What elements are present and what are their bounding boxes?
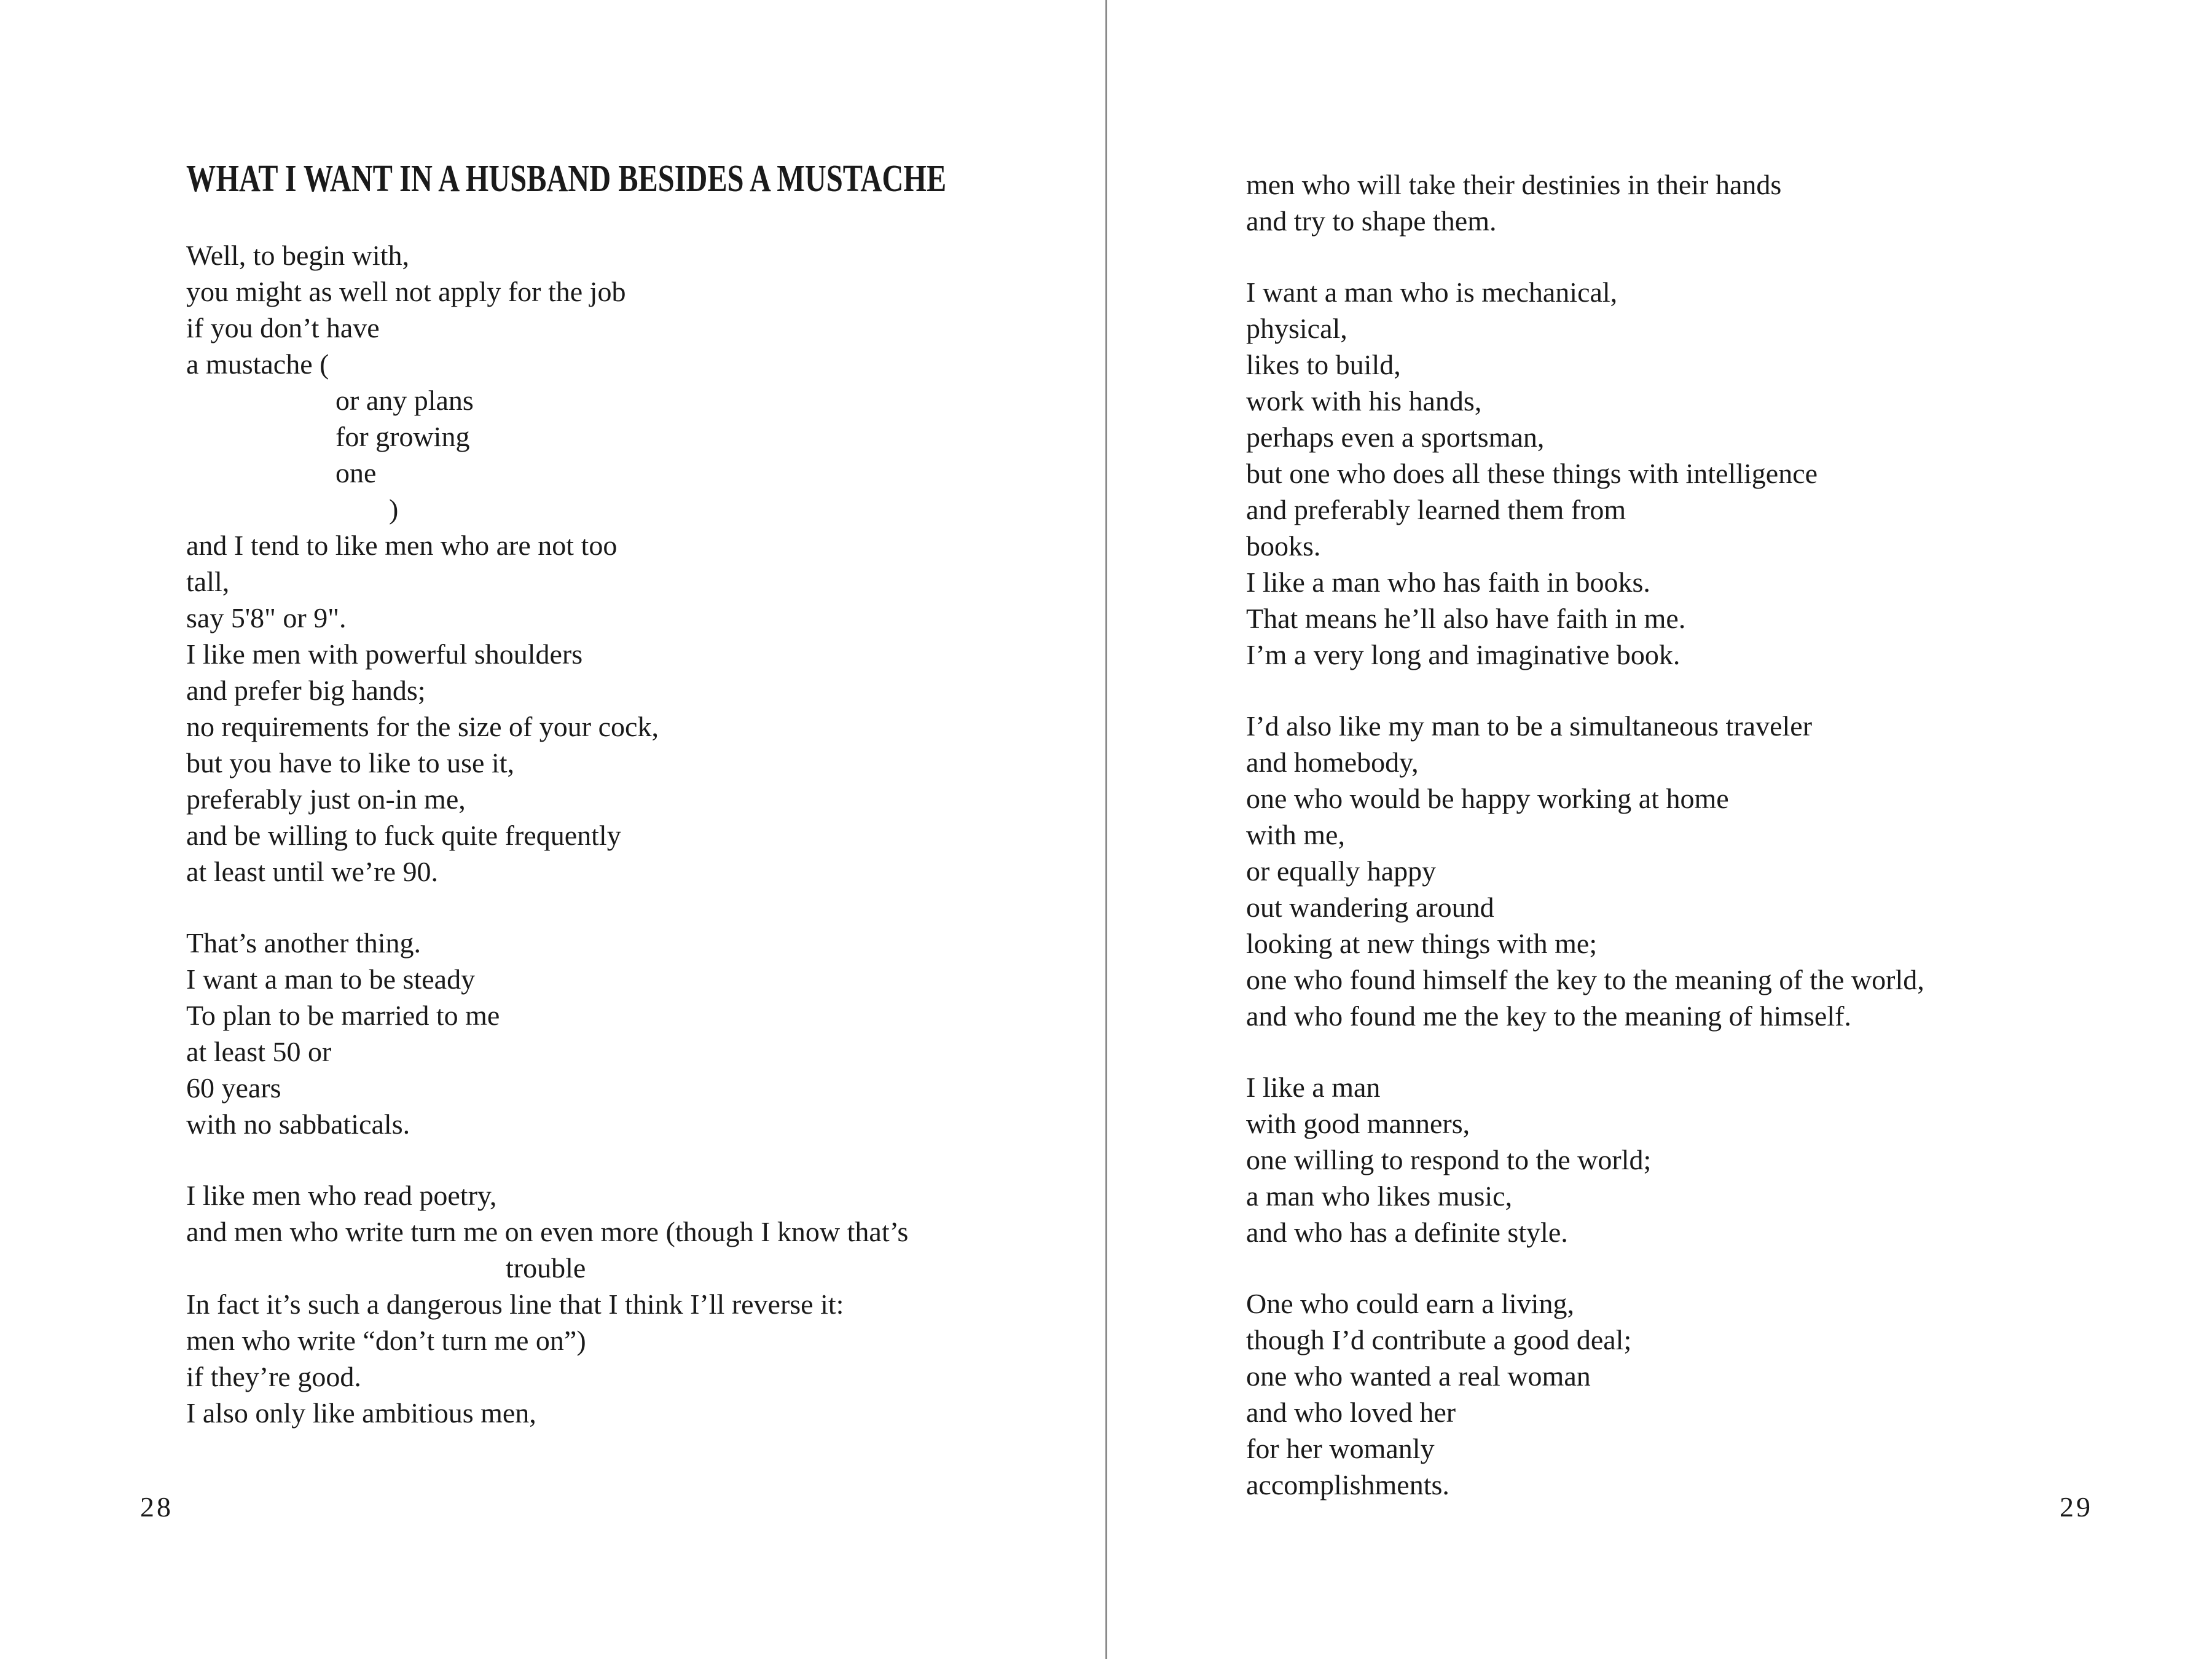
page-number-left: 28 xyxy=(140,1491,173,1523)
poem-line: perhaps even a sportsman, xyxy=(1246,422,1545,453)
poem-line: a man who likes music, xyxy=(1246,1180,1513,1212)
poem-line: work with his hands, xyxy=(1246,385,1482,417)
poem-line: and try to shape them. xyxy=(1246,205,1497,237)
poem-line: if you don’t have xyxy=(186,312,380,343)
poem-line: one willing to respond to the world; xyxy=(1246,1144,1652,1175)
poem-line: out wandering around xyxy=(1246,892,1494,923)
poem-line: with no sabbaticals. xyxy=(186,1108,410,1140)
spread-gutter-divider xyxy=(1105,0,1107,1659)
poem-line: you might as well not apply for the job xyxy=(186,276,626,307)
poem-line: Well, to begin with, xyxy=(186,240,409,271)
poem-line: I like men with powerful shoulders xyxy=(186,638,583,670)
poem-line: I like men who read poetry, xyxy=(186,1180,497,1211)
poem-line: I’d also like my man to be a simultaneous traveler xyxy=(1246,710,1813,742)
poem-line: one who found himself the key to the meaning of the world, xyxy=(1246,964,1924,995)
poem-line: 60 years xyxy=(186,1072,281,1104)
poem-line: tall, xyxy=(186,566,230,597)
stanza xyxy=(1246,274,2143,673)
poem-line: accomplishments. xyxy=(1246,1469,1449,1500)
poem-line: one xyxy=(335,457,377,488)
poem-line: but one who does all these things with intelligence xyxy=(1246,458,1818,489)
poem-line: at least 50 or xyxy=(186,1036,332,1067)
poem-line: men who write “don’t turn me on”) xyxy=(186,1325,586,1356)
poem-body-right xyxy=(1246,167,2143,1503)
stanza xyxy=(1246,1285,2143,1503)
poem-line: To plan to be married to me xyxy=(186,1000,500,1031)
poem-line: and who has a definite style. xyxy=(1246,1217,1568,1248)
stanza xyxy=(186,1177,1083,1431)
poem-line: and prefer big hands; xyxy=(186,675,426,706)
poem-line: and preferably learned them from xyxy=(1246,494,1626,525)
poem-line: physical, xyxy=(1246,313,1347,344)
poem-line: and who loved her xyxy=(1246,1397,1456,1428)
poem-line: One who could earn a living, xyxy=(1246,1288,1574,1319)
poem-line: I’m a very long and imaginative book. xyxy=(1246,639,1681,670)
poem-line: for growing xyxy=(335,421,470,452)
page-right xyxy=(1246,167,2143,1503)
poem-line: likes to build, xyxy=(1246,349,1401,380)
poem-line: for her womanly xyxy=(1246,1433,1435,1464)
poem-line: and homebody, xyxy=(1246,747,1419,778)
poem-line: I like a man who has faith in books. xyxy=(1246,567,1650,598)
page-number-right: 29 xyxy=(2060,1491,2093,1523)
poem-line: and I tend to like men who are not too xyxy=(186,530,618,561)
poem-line: or equally happy xyxy=(1246,855,1437,887)
poem-line: one who wanted a real woman xyxy=(1246,1360,1591,1392)
page-left xyxy=(186,160,1083,1431)
poem-line: and be willing to fuck quite frequently xyxy=(186,820,621,851)
poem-line: I also only like ambitious men, xyxy=(186,1397,536,1429)
poem-line: with good manners, xyxy=(1246,1108,1470,1139)
poem-line: That’s another thing. xyxy=(186,927,421,959)
poem-body-left xyxy=(186,237,1083,1431)
poem-line: That means he’ll also have faith in me. xyxy=(1246,603,1686,634)
poem-line: and men who write turn me on even more (though I know that’s xyxy=(186,1216,909,1247)
stanza xyxy=(1246,1069,2143,1250)
poem-line: no requirements for the size of your cock, xyxy=(186,711,659,742)
poem-line: preferably just on-in me, xyxy=(186,783,466,815)
poem-line: if they’re good. xyxy=(186,1361,361,1392)
poem-line: In fact it’s such a dangerous line that I think I’ll reverse it: xyxy=(186,1288,844,1320)
poem-line: men who will take their destinies in their hands xyxy=(1246,169,1782,200)
poem-line: ) xyxy=(389,493,399,525)
poem-line: books. xyxy=(1246,530,1321,562)
poem-line: but you have to like to use it, xyxy=(186,747,515,779)
poem-line: and who found me the key to the meaning of himself. xyxy=(1246,1000,1851,1032)
poem-line: one who would be happy working at home xyxy=(1246,783,1729,814)
poem-line: looking at new things with me; xyxy=(1246,928,1598,959)
poem-line: though I’d contribute a good deal; xyxy=(1246,1324,1632,1355)
poem-line: I want a man to be steady xyxy=(186,963,476,995)
poem-line: a mustache ( xyxy=(186,348,329,380)
poem-line: trouble xyxy=(506,1252,586,1284)
poem-line: at least until we’re 90. xyxy=(186,856,439,887)
stanza xyxy=(186,925,1083,1142)
poem-title: WHAT I WANT IN A HUSBAND BESIDES A MUSTACHE xyxy=(186,158,947,200)
poem-line: I like a man xyxy=(1246,1072,1381,1103)
stanza xyxy=(1246,167,2143,239)
stanza xyxy=(186,237,1083,890)
poem-line: say 5'8" or 9". xyxy=(186,602,347,633)
poem-line: or any plans xyxy=(335,385,474,416)
poem-line: I want a man who is mechanical, xyxy=(1246,276,1618,308)
stanza xyxy=(1246,708,2143,1034)
poem-line: with me, xyxy=(1246,819,1345,850)
